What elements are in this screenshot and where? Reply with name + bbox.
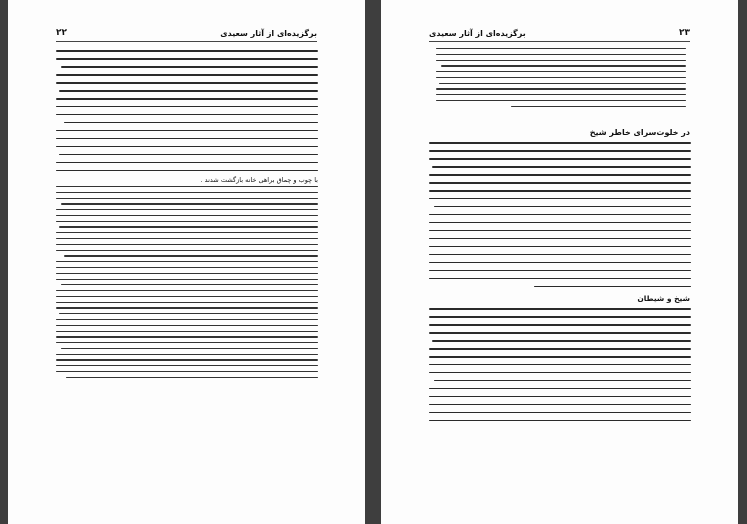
right-header-rule (429, 41, 690, 42)
right-page (381, 0, 738, 524)
left-body-lines (56, 50, 318, 178)
right-section-body (429, 142, 691, 294)
left-header-rule (56, 41, 317, 42)
section-heading: در خلوت‌سرای خاطر شیخ (589, 128, 690, 137)
right-subsection-body (429, 308, 691, 428)
right-page-number: ۲۳ (679, 28, 690, 38)
right-top-small-lines (436, 48, 686, 112)
left-page-number: ۲۲ (56, 28, 67, 38)
left-small-lines (56, 186, 318, 383)
left-paragraph-end: با چوب و چماق براهی خانه بازگشت شدند . (200, 175, 318, 184)
gutter-left (0, 0, 8, 524)
left-body-text (56, 50, 318, 184)
left-small-text (56, 186, 318, 383)
right-section-lines (429, 142, 691, 294)
subsection-heading: شیخ و شیطان (637, 294, 690, 303)
left-page-header (56, 26, 317, 40)
gutter-center (365, 0, 381, 524)
right-running-title: برگزیده‌ای از آثار سعیدی (429, 28, 526, 38)
left-running-title: برگزیده‌ای از آثار سعیدی (220, 28, 317, 38)
right-page-header (429, 26, 690, 40)
right-top-small-text (436, 48, 686, 112)
right-subsection-lines (429, 308, 691, 428)
left-page (8, 0, 365, 524)
